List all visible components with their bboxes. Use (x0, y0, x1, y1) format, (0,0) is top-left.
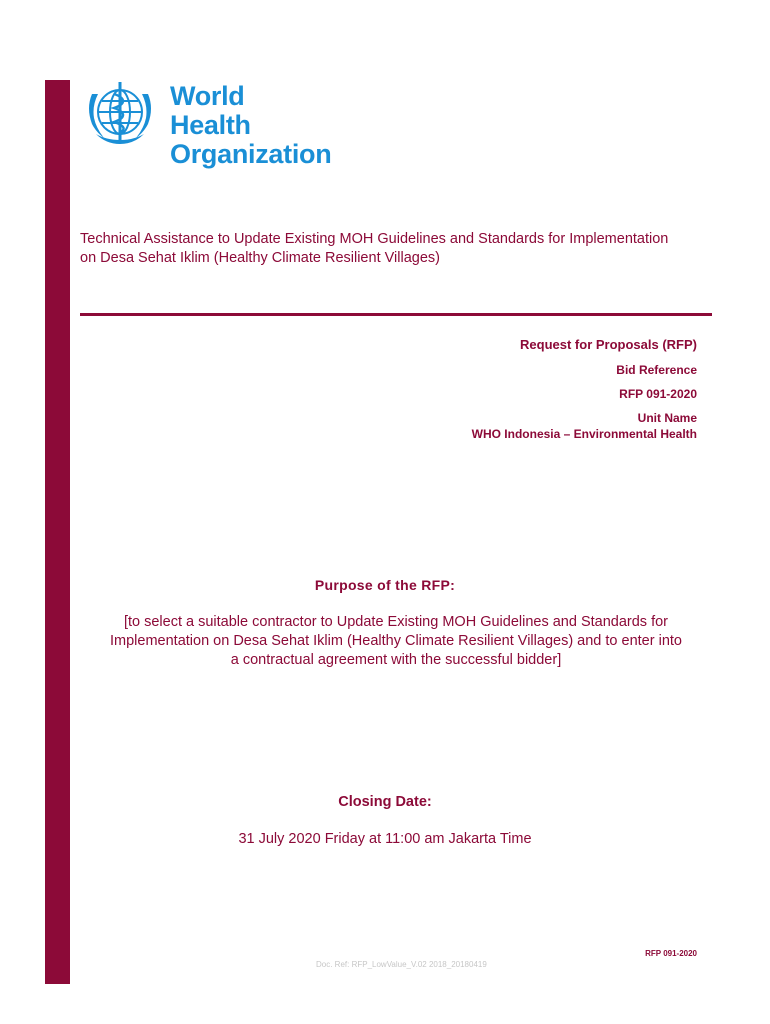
footer-doc-reference: Doc. Ref: RFP_LowValue_V.02 2018_20180419 (316, 960, 487, 969)
document-title (80, 230, 710, 268)
unit-name-value: WHO Indonesia – Environmental Health (471, 427, 697, 441)
title-line-1: Technical Assistance to Update Existing MOH Guidelines and Standards for Implementation (80, 231, 669, 247)
logo-line-1: World Health (170, 81, 251, 140)
closing-date-value: 31 July 2020 Friday at 11:00 am Jakarta Time (238, 831, 532, 847)
logo-wordmark (170, 82, 331, 169)
who-emblem-icon (80, 72, 160, 152)
bid-reference-value: RFP 091-2020 (619, 387, 697, 401)
unit-name-label: Unit Name (637, 411, 697, 425)
bid-reference-label: Bid Reference (616, 363, 697, 377)
title-line-2: on Desa Sehat Iklim (Healthy Climate Resilient Villages) (80, 250, 440, 266)
purpose-line-2: Implementation on Desa Sehat Iklim (Healthy Climate Resilient Villages) and to enter into (110, 633, 682, 649)
logo-line-2: Organization (170, 139, 332, 169)
rfp-label: Request for Proposals (RFP) (520, 337, 697, 352)
rfp-meta-block (297, 337, 697, 442)
purpose-heading: Purpose of the RFP: (314, 577, 456, 593)
purpose-text (80, 613, 712, 670)
purpose-line-1: [to select a suitable contractor to Update Existing MOH Guidelines and Standards for (123, 614, 669, 630)
side-accent-bar (45, 80, 70, 984)
who-logo (80, 72, 332, 169)
title-divider (80, 313, 712, 316)
closing-date-heading: Closing Date: (338, 794, 432, 810)
purpose-line-3: a contractual agreement with the successful bidder] (230, 652, 562, 668)
footer-rfp-reference: RFP 091-2020 (645, 949, 697, 958)
